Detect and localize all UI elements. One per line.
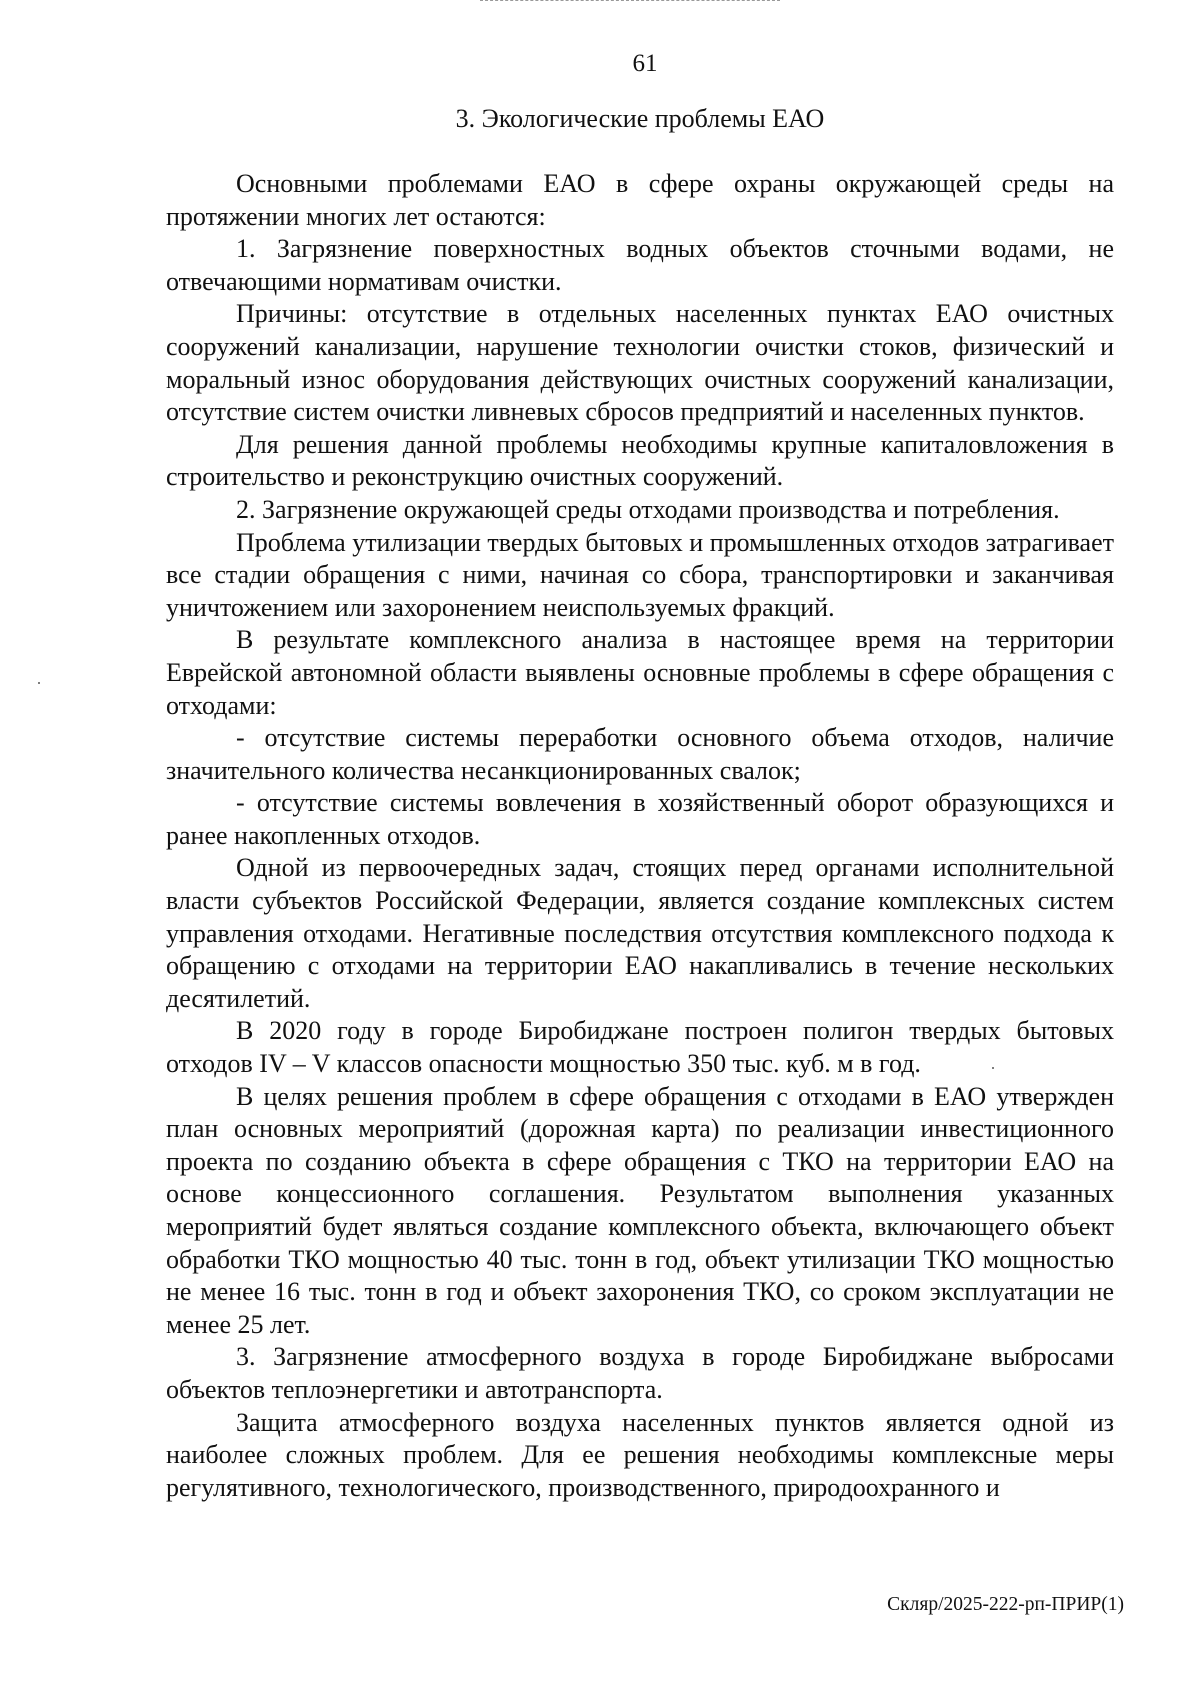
- paragraph: Защита атмосферного воздуха населенных пунктов является одной из наиболее сложных проблем. Для ее решения необходимы комплексные меры регулятивного, технологического, производственного, природоохранного и: [166, 1407, 1114, 1502]
- paragraph: В результате комплексного анализа в настоящее время на территории Еврейской автономной области выявлены основные проблемы в сфере обращения с отходами:: [166, 625, 1114, 720]
- paragraph: Одной из первоочередных задач, стоящих перед органами исполнительной власти субъектов Российской Федерации, является создание комплексных систем управления отходами. Негативные последствия отсутствия комплексного подхода к обращению с отходами на территории ЕАО накапливались в течение нескольких десятилетий.: [166, 853, 1114, 1013]
- paragraph: 1. Загрязнение поверхностных водных объектов сточными водами, не отвечающими нормативам очистки.: [166, 234, 1114, 296]
- document-body: [166, 168, 1114, 1504]
- scan-speck: [38, 682, 40, 684]
- paragraph: 3. Загрязнение атмосферного воздуха в городе Биробиджане выбросами объектов теплоэнергетики и автотранспорта.: [166, 1342, 1114, 1404]
- paragraph: Причины: отсутствие в отдельных населенных пунктах ЕАО очистных сооружений канализации, нарушение технологии очистки стоков, физический и моральный износ оборудования действующих очистных сооружений канализации, отсутствие систем очистки ливневых сбросов предприятий и населенных пунктов.: [166, 299, 1114, 427]
- paragraph: В 2020 году в городе Биробиджане построен полигон твердых бытовых отходов IV – V классов опасности мощностью 350 тыс. куб. м в год.: [166, 1016, 1114, 1079]
- paragraph: - отсутствие системы вовлечения в хозяйственный оборот образующихся и ранее накопленных отходов.: [166, 788, 1114, 850]
- section-title: 3. Экологические проблемы ЕАО: [455, 104, 825, 133]
- paragraph: 2. Загрязнение окружающей среды отходами производства и потребления.: [236, 494, 1060, 524]
- document-code: Скляр/2025-222-рп-ПРИР(1): [887, 1594, 1124, 1615]
- paragraph: - отсутствие системы переработки основного объема отходов, наличие значительного количества несанкционированных свалок;: [166, 723, 1114, 785]
- paragraph: Для решения данной проблемы необходимы крупные капиталовложения в строительство и реконструкцию очистных сооружений.: [166, 429, 1114, 492]
- paragraph: Основными проблемами ЕАО в сфере охраны окружающей среды на протяжении многих лет остаются:: [166, 169, 1114, 231]
- scan-edge-line: [480, 0, 780, 1]
- paragraph: В целях решения проблем в сфере обращения с отходами в ЕАО утвержден план основных мероприятий (дорожная карта) по реализации инвестиционного проекта по созданию объекта в сфере обращения с ТКО на территории ЕАО на основе концессионного соглашения. Результатом выполнения указанных мероприятий будет являться создание комплексного объекта, включающего объект обработки ТКО мощностью 40 тыс. тонн в год, объект утилизации ТКО мощностью не менее 16 тыс. тонн в год и объект захоронения ТКО, со сроком эксплуатации не менее 25 лет.: [166, 1081, 1114, 1339]
- paragraph: Проблема утилизации твердых бытовых и промышленных отходов затрагивает все стадии обращения с ними, начиная со сбора, транспортировки и заканчивая уничтожением или захоронением неиспользуемых фракций.: [166, 527, 1114, 622]
- page-number: 61: [632, 50, 658, 77]
